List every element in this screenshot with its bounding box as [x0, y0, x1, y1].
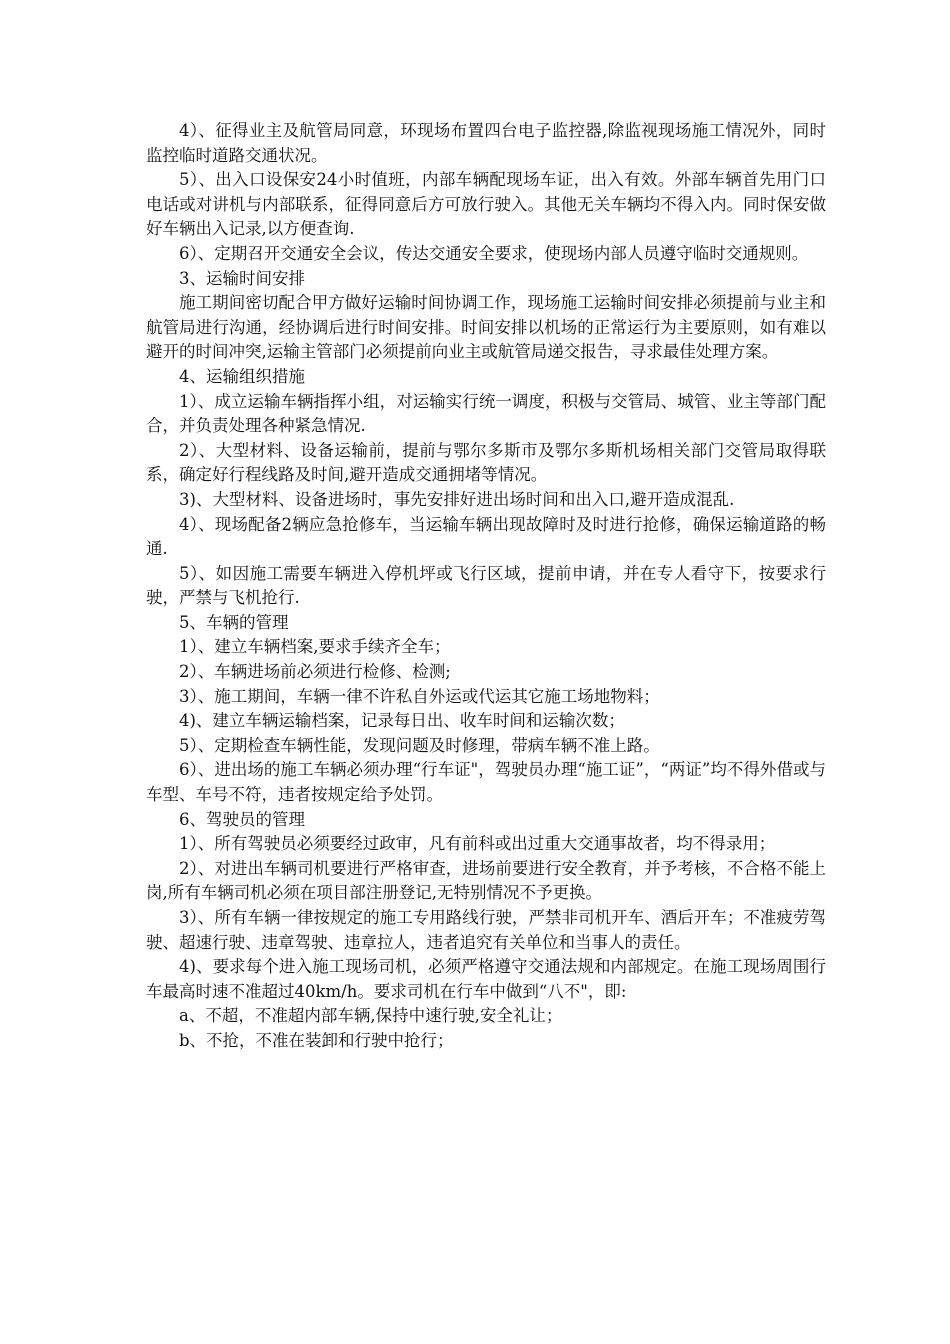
paragraph: 4)、要求每个进入施工现场司机，必须严格遵守交通法规和内部规定。在施工现场周围行车最高时速不准超过40km/h。要求司机在行车中做到“八不"，即:	[146, 957, 826, 1001]
section-heading: 6、驾驶员的管理	[179, 809, 305, 829]
paragraph: 2）、对进出车辆司机要进行严格审查，进场前要进行安全教育，并予考核，不合格不能上岗,所有车辆司机必须在项目部注册登记,无特别情况不予更换。	[146, 858, 826, 903]
list-item: a、不超，不准超内部车辆,保持中速行驶,安全礼让；	[179, 1006, 563, 1026]
section-heading: 3、运输时间安排	[179, 268, 305, 288]
paragraph: 施工期间密切配合甲方做好运输时间协调工作，现场施工运输时间安排必须提前与业主和航管局进行沟通，经协调后进行时间安排。时间安排以机场的正常运行为主要原则，如有难以避开的时间冲突,运输主管部门必须提前向业主或航管局递交报告，寻求最佳处理方案。	[146, 293, 826, 362]
list-item: b、不抢，不准在装卸和行驶中抢行；	[179, 1030, 454, 1050]
paragraph: 6）、进出场的施工车辆必须办理“行车证"，驾驶员办理“施工证”，“两证”均不得外借或与车型、车号不符，违者按规定给予处罚。	[146, 760, 826, 805]
paragraph: 6）、定期召开交通安全会议，传达交通安全要求，使现场内部人员遵守临时交通规则。	[179, 243, 809, 263]
paragraph: 5）、出入口设保安24小时值班，内部车辆配现场车证，出入有效。外部车辆首先用门口电话或对讲机与内部联系，征得同意后方可放行驶入。其他无关车辆均不得入内。同时保安做好车辆出入记录,以方便查询.	[146, 170, 826, 239]
paragraph: 1）、建立车辆档案,要求手续齐全车；	[179, 637, 451, 657]
paragraph: 4）、征得业主及航管局同意，环现场布置四台电子监控器,除监视现场施工情况外，同时监控临时道路交通状况。	[146, 121, 826, 165]
paragraph: 1）、所有驾驶员必须要经过政审，凡有前科或出过重大交通事故者，均不得录用；	[179, 834, 776, 854]
section-heading: 5、车辆的管理	[179, 612, 289, 632]
paragraph: 5）、定期检查车辆性能，发现问题及时修理，带病车辆不准上路。	[179, 735, 660, 755]
paragraph: 3）、施工期间，车辆一律不许私自外运或代运其它施工场地物料；	[179, 686, 660, 706]
paragraph: 2）、车辆进场前必须进行检修、检测;	[179, 662, 451, 682]
paragraph: 2）、大型材料、设备运输前，提前与鄂尔多斯市及鄂尔多斯机场相关部门交管局取得联系，确定好行程线路及时间,避开造成交通拥堵等情况。	[146, 440, 826, 485]
paragraph: 3)、大型材料、设备进场时，事先安排好进出场时间和出入口,避开造成混乱.	[179, 489, 735, 509]
paragraph: 3）、所有车辆一律按规定的施工专用路线行驶，严禁非司机开车、酒后开车；不准疲劳驾驶、超速行驶、违章驾驶、违章拉人，违者追究有关单位和当事人的责任。	[146, 908, 826, 952]
paragraph: 4）、现场配备2辆应急抢修车，当运输车辆出现故障时及时进行抢修，确保运输道路的畅通.	[146, 514, 826, 559]
document-body	[146, 119, 826, 1054]
paragraph: 1）、成立运输车辆指挥小组，对运输实行统一调度，积极与交管局、城管、业主等部门配合，并负责处理各种紧急情况.	[146, 391, 826, 436]
paragraph: 4)、建立车辆运输档案，记录每日出、收车时间和运输次数；	[179, 711, 625, 731]
section-heading: 4、运输组织措施	[179, 366, 305, 386]
paragraph: 5）、如因施工需要车辆进入停机坪或飞行区域，提前申请，并在专人看守下，按要求行驶，严禁与飞机抢行.	[146, 563, 826, 608]
